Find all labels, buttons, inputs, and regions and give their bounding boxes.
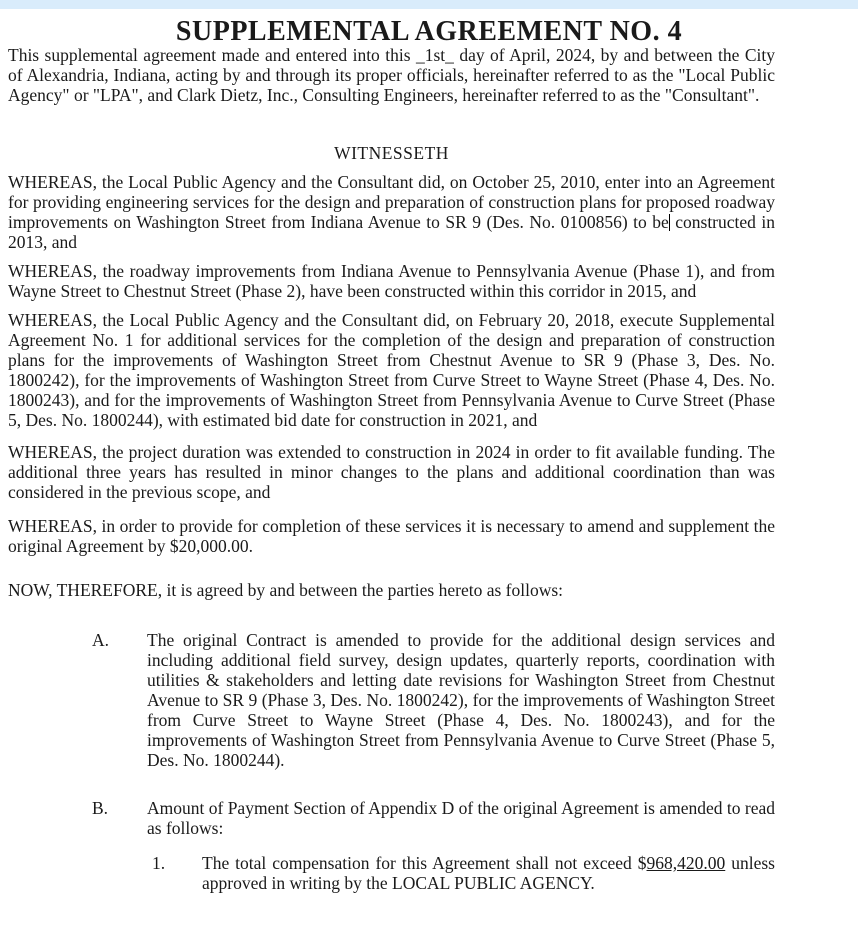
document-title[interactable]: SUPPLEMENTAL AGREEMENT NO. 4 bbox=[175, 15, 683, 47]
now-therefore-paragraph[interactable]: NOW, THEREFORE, it is agreed by and between the parties hereto as follows: bbox=[8, 580, 564, 600]
item-b-text[interactable]: Amount of Payment Section of Appendix D of the original Agreement is amended to read as follows: bbox=[147, 798, 775, 838]
item-b1-row[interactable] bbox=[152, 853, 775, 893]
item-a-text[interactable]: The original Contract is amended to provide for the additional design services and including additional field survey, design updates, quarterly reports, coordination with utilities & stakeholders and letting date revisions for Washington Street from Chestnut Avenue to SR 9 (Phase 3, Des. No. 1800242), for the improvements of Washington Street from Curve Street to Wayne Street (Phase 4, Des. No. 1800243), and for the improvements of Washington Street from Pennsylvania Avenue to Curve Street (Phase 5, Des. No. 1800244). bbox=[147, 630, 775, 770]
whereas-paragraph-3[interactable]: WHEREAS, the Local Public Agency and the Consultant did, on February 20, 2018, execute Supplemental Agreement No. 1 for additional services for the completion of the design and preparation of construction plans for the improvements of Washington Street from Chestnut Avenue to SR 9 (Phase 3, Des. No. 1800242), for the improvements of Washington Street from Curve Street to Wayne Street (Phase 4, Des. No. 1800243), and for the improvements of Washington Street from Pennsylvania Avenue to Curve Street (Phase 5, Des. No. 1800244), with estimated bid date for construction in 2021, and bbox=[8, 310, 775, 430]
item-b-row[interactable] bbox=[92, 798, 775, 838]
witnesseth-heading[interactable]: WITNESSETH bbox=[334, 143, 449, 163]
item-b1-text-after-amount[interactable]: unless approved in writing by the LOCAL PUBLIC AGENCY. bbox=[202, 853, 775, 893]
whereas-1-text-before-cursor[interactable]: WHEREAS, the Local Public Agency and the Consultant did, on October 25, 2010, enter into an Agreement for providing engineering services for the design and preparation of construction plans for proposed roadway improvements on Washington Street from Indiana Avenue to SR 9 (Des. No. 0100856) to be bbox=[8, 172, 775, 232]
intro-paragraph[interactable]: This supplemental agreement made and entered into this _1st_ day of April, 2024, by and between the City of Alexandria, Indiana, acting by and through its proper officials, hereinafter referred to as the "Local Public Agency" or "LPA", and Clark Dietz, Inc., Consulting Engineers, hereinafter referred to as the "Consultant". bbox=[8, 45, 775, 105]
whereas-paragraph-1[interactable] bbox=[8, 172, 775, 252]
item-b1-text-before-amount[interactable]: The total compensation for this Agreement shall not exceed $ bbox=[202, 853, 647, 873]
item-b1-label[interactable]: 1. bbox=[152, 853, 166, 873]
whereas-paragraph-5[interactable]: WHEREAS, in order to provide for completion of these services it is necessary to amend and supplement the original Agreement by $20,000.00. bbox=[8, 516, 775, 556]
item-b-label[interactable]: B. bbox=[92, 798, 109, 818]
whereas-1-text-after-cursor[interactable]: constructed in 2013, and bbox=[8, 212, 775, 252]
top-edge-strip bbox=[0, 0, 858, 9]
item-a-row[interactable] bbox=[92, 630, 775, 770]
item-a-label[interactable]: A. bbox=[92, 630, 110, 650]
whereas-paragraph-2[interactable]: WHEREAS, the roadway improvements from Indiana Avenue to Pennsylvania Avenue (Phase 1), and from Wayne Street to Chestnut Street (Phase 2), have been constructed within this corridor in 2015, and bbox=[8, 261, 775, 301]
total-compensation-amount[interactable]: 968,420.00 bbox=[646, 853, 726, 873]
item-b1-text[interactable] bbox=[202, 853, 775, 893]
whereas-paragraph-4[interactable]: WHEREAS, the project duration was extended to construction in 2024 in order to fit available funding. The additional three years has resulted in minor changes to the plans and additional coordination than was considered in the previous scope, and bbox=[8, 442, 775, 502]
